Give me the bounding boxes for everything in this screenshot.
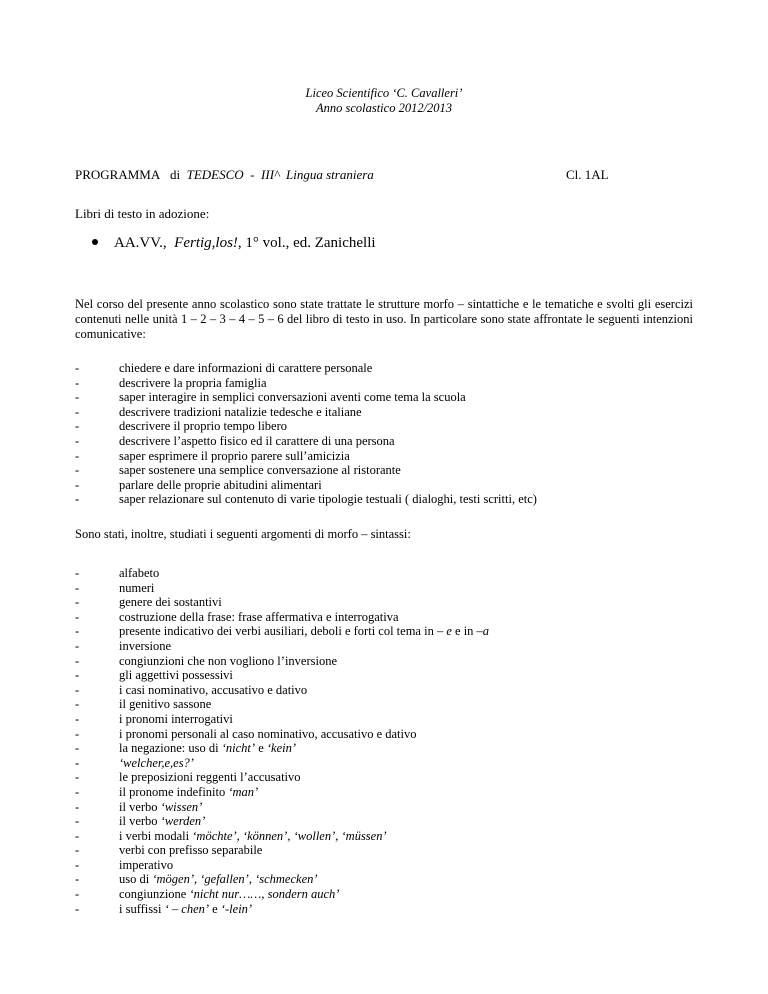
grammar-item-text: e in –	[451, 624, 483, 639]
grammar-item-text: alfabeto	[119, 566, 160, 580]
grammar-item-text: il verbo	[119, 814, 161, 829]
grammar-item-text: il verbo	[119, 799, 161, 814]
grammar-item	[75, 712, 489, 727]
grammar-item-text: il genitivo sassone	[119, 697, 212, 712]
grammar-item	[75, 683, 489, 698]
grammar-item-italic: ‘ – chen’	[164, 901, 210, 916]
intro-paragraph: Nel corso del presente anno scolastico sono state trattate le strutture morfo – sintattiche e le tematiche e svolti gli esercizi contenuti nelle unità 1 – 2 – 3 – 4 – 5 – 6 del libro di testo in uso. In particolare sono state affrontate le seguenti intenzioni comunicative:	[75, 297, 693, 341]
grammar-item	[75, 697, 489, 712]
grammar-item-italic: ‘mögen’, ‘gefallen’, ‘schmecken’	[152, 872, 318, 887]
grammar-item-italic: ‘kein’	[266, 741, 297, 756]
grammar-item-text: i pronomi personali al caso nominativo, accusativo e dativo	[119, 726, 417, 741]
grammar-intro: Sono stati, inoltre, studiati i seguenti argomenti di morfo – sintassi:	[75, 527, 411, 541]
program-label: PROGRAMMA	[75, 167, 161, 182]
grammar-item-text: i suffissi	[119, 901, 165, 916]
grammar-item-text: imperativo	[119, 857, 174, 872]
grammar-item	[75, 829, 489, 844]
intention-item: - saper esprimere il proprio parere sull’amicizia	[75, 449, 537, 464]
grammar-item-text: numeri	[119, 580, 155, 595]
grammar-item-text: e	[255, 741, 267, 756]
grammar-item	[75, 800, 489, 815]
intention-item: - chiedere e dare informazioni di carattere personale	[75, 361, 537, 376]
grammar-item-text: verbi con prefisso separabile	[119, 843, 263, 858]
grammar-item	[75, 814, 489, 829]
grammar-item	[75, 770, 489, 785]
grammar-item-text: congiunzione	[119, 887, 190, 902]
grammar-item-italic: ‘-lein’	[220, 901, 253, 916]
book-authors: AA.VV.,	[114, 235, 167, 251]
intention-item: - saper interagire in semplici conversazioni aventi come tema la scuola	[75, 390, 537, 405]
grammar-item-text: inversione	[119, 638, 172, 653]
grammar-item-italic: ‘man’	[228, 784, 259, 799]
intention-item: - descrivere il proprio tempo libero	[75, 419, 537, 434]
grammar-item-italic: ‘wissen’	[160, 799, 203, 814]
grammar-item-text: le preposizioni reggenti l’accusativo	[119, 770, 301, 785]
grammar-item	[75, 887, 489, 902]
grammar-item-italic: a	[482, 624, 490, 639]
bullet-icon	[92, 239, 98, 245]
school-year: Anno scolastico 2012/2013	[315, 101, 453, 115]
book-volume: , 1° vol., ed. Zanichelli	[237, 235, 376, 251]
grammar-item	[75, 595, 489, 610]
grammar-item	[75, 610, 489, 625]
grammar-item-text: gli aggettivi possessivi	[119, 668, 233, 683]
grammar-item	[75, 756, 489, 771]
grammar-item-italic: ‘werden’	[160, 814, 206, 829]
grammar-item-text: presente indicativo dei verbi ausiliari, deboli e forti col tema in –	[119, 624, 447, 639]
grammar-item-italic: ‘welcher,e,es?’	[119, 755, 194, 770]
program-language: Lingua straniera	[286, 167, 374, 182]
grammar-item	[75, 727, 489, 742]
grammar-item	[75, 654, 489, 669]
grammar-item	[75, 668, 489, 683]
book-entry	[92, 235, 376, 252]
grammar-item	[75, 581, 489, 596]
grammar-item-italic: ‘möchte’, ‘können’, ‘wollen’, ‘müssen’	[192, 828, 387, 843]
intention-item: - descrivere la propria famiglia	[75, 376, 537, 391]
books-heading: Libri di testo in adozione:	[75, 206, 210, 221]
grammar-item	[75, 624, 489, 639]
grammar-item	[75, 872, 489, 887]
class-label: Cl. 1AL	[566, 167, 609, 182]
grammar-item-italic: ‘nicht’	[221, 741, 256, 756]
intention-item: - descrivere l’aspetto fisico ed il carattere di una persona	[75, 434, 537, 449]
intentions-list	[75, 361, 537, 507]
intention-item: - descrivere tradizioni natalizie tedesche e italiane	[75, 405, 537, 420]
grammar-item	[75, 741, 489, 756]
school-name: Liceo Scientifico ‘C. Cavalleri’	[305, 86, 463, 100]
grammar-item-text: e	[209, 901, 221, 916]
grammar-item-text: i casi nominativo, accusativo e dativo	[119, 682, 308, 697]
program-sep: -	[250, 167, 255, 182]
grammar-item	[75, 902, 489, 917]
book-title: Fertig,los!	[174, 235, 238, 251]
grammar-item-text: il pronome indefinito	[119, 784, 229, 799]
grammar-item	[75, 785, 489, 800]
grammar-item-text: genere dei sostantivi	[119, 595, 222, 610]
grammar-item-italic: e	[446, 624, 452, 639]
grammar-list	[75, 566, 489, 916]
grammar-item	[75, 639, 489, 654]
program-subject: TEDESCO	[186, 167, 244, 182]
grammar-item-text: i verbi modali	[119, 828, 193, 843]
grammar-item-text: la negazione: uso di	[119, 741, 222, 756]
intention-item: - saper sostenere una semplice conversazione al ristorante	[75, 463, 537, 478]
grammar-item-text: costruzione della frase: frase affermativa e interrogativa	[119, 609, 399, 624]
program-line	[75, 167, 374, 183]
grammar-item-text: uso di	[119, 872, 153, 887]
program-level: III^	[261, 167, 280, 182]
grammar-item	[75, 843, 489, 858]
intention-item: - saper relazionare sul contenuto di varie tipologie testuali ( dialoghi, testi scritti, etc)	[75, 492, 537, 507]
grammar-item	[75, 566, 489, 581]
grammar-item-italic: ‘nicht nur……, sondern auch’	[189, 887, 340, 902]
grammar-item	[75, 858, 489, 873]
grammar-item-text: i pronomi interrogativi	[119, 711, 233, 726]
grammar-item-text: congiunzioni che non vogliono l’inversione	[119, 653, 338, 668]
intention-item: - parlare delle proprie abitudini alimentari	[75, 478, 537, 493]
program-di: di	[170, 167, 181, 182]
